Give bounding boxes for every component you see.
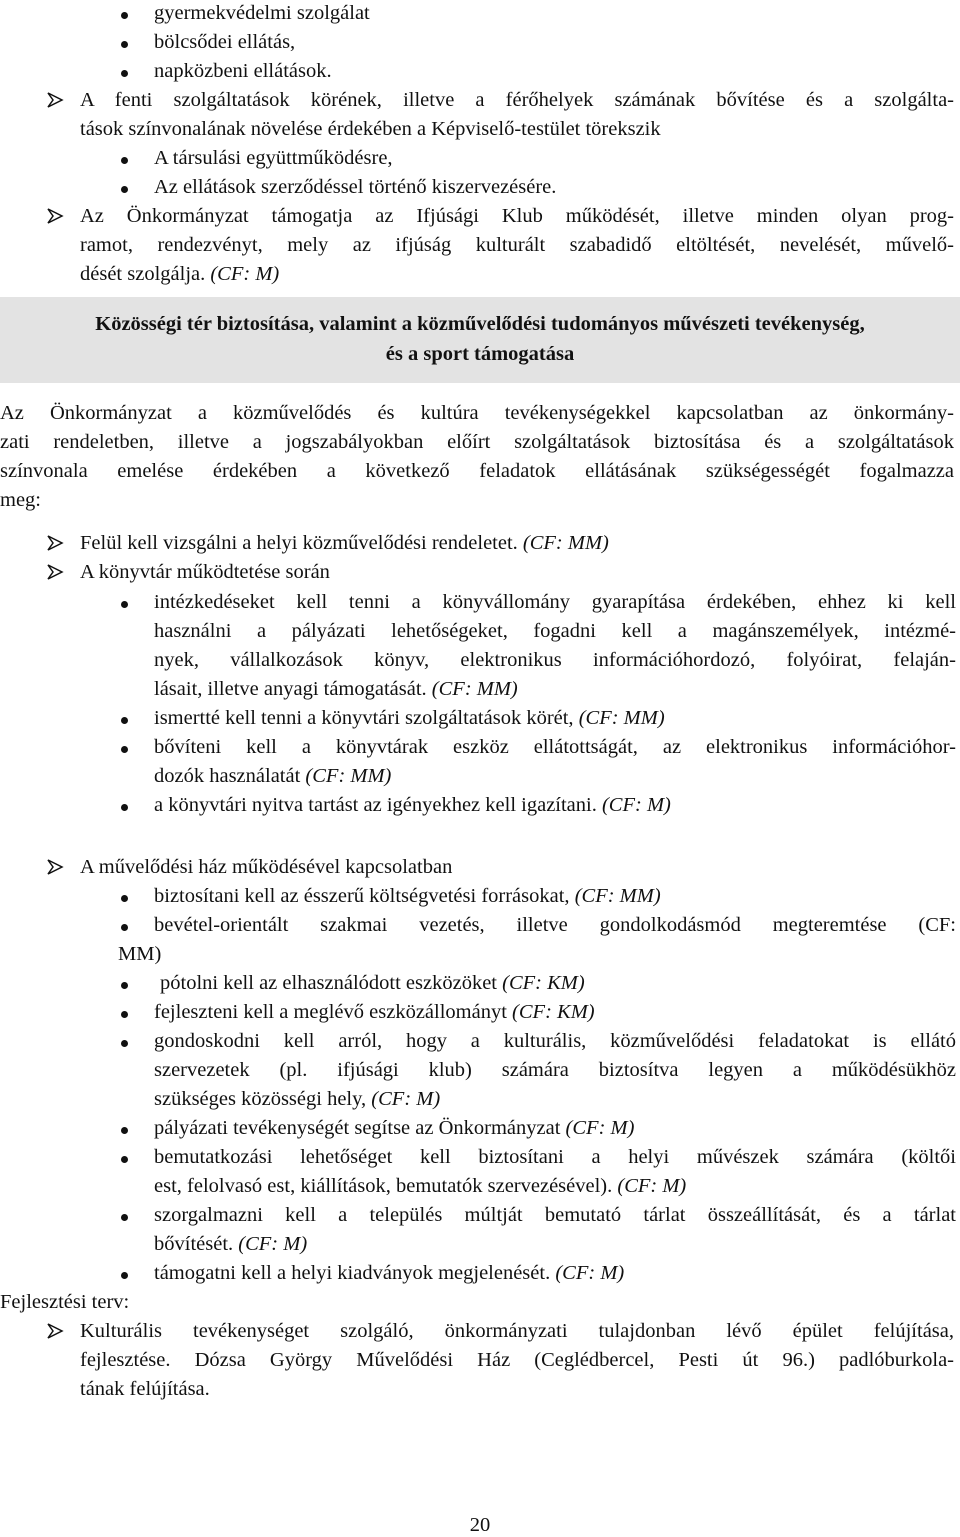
text: ismertté kell tenni a könyvtári szolgáltatások körét, <box>154 707 574 729</box>
list-item: bővíteni kell a könyvtárak eszköz ellátottságát, az elektronikus információhor- <box>154 736 956 758</box>
bullet-icon <box>121 41 128 48</box>
cf-tag: (CF: M) <box>617 1175 687 1197</box>
paragraph-line: Az Önkormányzat támogatja az Ifjúsági Klub működését, illetve minden olyan prog- <box>80 205 954 227</box>
cf-tag: (CF: MM) <box>578 707 665 729</box>
text: a könyvtári nyitva tartást az igényekhez kell igazítani. <box>154 794 597 816</box>
arrow-bullet-icon <box>46 534 64 552</box>
bullet-icon <box>121 804 128 811</box>
paragraph-line: tának felújítása. <box>80 1378 210 1400</box>
text: szükséges közösségi hely, <box>154 1088 367 1110</box>
text: biztosítani kell az ésszerű költségvetési forrásokat, <box>154 885 570 907</box>
bullet-icon <box>121 1040 128 1047</box>
paragraph-line: meg: <box>0 489 41 511</box>
list-item <box>154 1173 686 1199</box>
list-item: szervezetek (pl. ifjúsági klub) számára biztosítva legyen a működésükhöz <box>154 1059 956 1081</box>
bullet-icon <box>121 1156 128 1163</box>
bullet-icon <box>121 1272 128 1279</box>
text: dozók használatát <box>154 765 301 787</box>
paragraph-line: színvonala emelése érdekében a következő feladatok ellátásának szükségességét fogalmazza <box>0 460 954 482</box>
section-heading: Közösségi tér biztosítása, valamint a közművelődési tudományos művészeti tevékenység, <box>95 313 865 335</box>
bullet-icon <box>121 601 128 608</box>
plan-title: Fejlesztési terv: <box>0 1291 130 1313</box>
list-item <box>154 1115 634 1141</box>
section-heading: és a sport támogatása <box>385 343 575 365</box>
list-item <box>154 1231 307 1257</box>
list-item <box>160 970 585 996</box>
list-item: gondoskodni kell arról, hogy a kulturális, közművelődési feladatokat is ellátó <box>154 1030 956 1052</box>
paragraph-line <box>80 261 279 287</box>
paragraph-line: Az Önkormányzat a közművelődés és kultúra tevékenységekkel kapcsolatban az önkormány- <box>0 402 954 424</box>
paragraph-line: A fenti szolgáltatások körének, illetve a férőhelyek számának bővítése és a szolgálta- <box>80 89 954 111</box>
list-item: A könyvtár működtetése során <box>80 561 330 583</box>
cf-tag: (CF: MM) <box>305 765 392 787</box>
bullet-icon <box>121 157 128 164</box>
cf-tag: (CF: M) <box>238 1233 308 1255</box>
text: est, felolvasó est, kiállítások, bemutatók szervezésével). <box>154 1175 613 1197</box>
cf-tag: (CF: M) <box>565 1117 635 1139</box>
bullet-icon <box>121 1127 128 1134</box>
bullet-icon <box>121 1214 128 1221</box>
text: lásait, illetve anyagi támogatását. <box>154 678 427 700</box>
bullet-icon <box>121 895 128 902</box>
arrow-bullet-icon <box>46 91 64 109</box>
list-item: használni a pályázati lehetőségeket, fogadni kell a magánszemélyek, intézmé- <box>154 620 956 642</box>
paragraph-line: Kulturális tevékenységet szolgáló, önkormányzati tulajdonban lévő épület felújítása, <box>80 1320 954 1342</box>
bullet-icon <box>121 1011 128 1018</box>
paragraph-line: tások színvonalának növelése érdekében a Képviselő-testület törekszik <box>80 118 661 140</box>
bullet-icon <box>121 186 128 193</box>
list-item: Az ellátások szerződéssel történő kiszervezésére. <box>154 176 557 198</box>
text: pályázati tevékenységét segítse az Önkormányzat <box>154 1117 561 1139</box>
list-item: MM) <box>118 943 162 965</box>
bullet-icon <box>121 746 128 753</box>
text: fejleszteni kell a meglévő eszközállományt <box>154 1001 507 1023</box>
section-heading-box <box>0 297 960 383</box>
list-item: gyermekvédelmi szolgálat <box>154 2 370 24</box>
list-item: intézkedéseket kell tenni a könyvállomány gyarapítása érdekében, ehhez ki kell <box>154 591 956 613</box>
list-item: bevétel-orientált szakmai vezetés, illetve gondolkodásmód megteremtése (CF: <box>154 914 956 936</box>
text: dését szolgálja. <box>80 263 206 285</box>
cf-tag: (CF: MM) <box>574 885 661 907</box>
text: Felül kell vizsgálni a helyi közművelődési rendeletet. <box>80 532 518 554</box>
paragraph-line: ramot, rendezvényt, mely az ifjúság kulturált szabadidő eltöltését, nevelését, művelő- <box>80 234 954 256</box>
list-item <box>80 530 609 556</box>
list-item <box>154 705 665 731</box>
list-item <box>154 1086 440 1112</box>
cf-tag: (CF: M) <box>371 1088 441 1110</box>
cf-tag: (CF: KM) <box>512 1001 595 1023</box>
list-item: A művelődési ház működésével kapcsolatban <box>80 856 453 878</box>
bullet-icon <box>121 982 128 989</box>
list-item: nyek, vállalkozások könyv, elektronikus információhordozó, folyóirat, felaján- <box>154 649 956 671</box>
list-item: napközbeni ellátások. <box>154 60 332 82</box>
cf-tag: (CF: M) <box>601 794 671 816</box>
cf-tag: (CF: KM) <box>502 972 585 994</box>
bullet-icon <box>121 924 128 931</box>
list-item: bemutatkozási lehetőséget kell biztosítani a helyi művészek számára (költői <box>154 1146 956 1168</box>
bullet-icon <box>121 12 128 19</box>
text: pótolni kell az elhasználódott eszközöket <box>160 972 497 994</box>
list-item <box>154 763 391 789</box>
text: támogatni kell a helyi kiadványok megjelenését. <box>154 1262 551 1284</box>
list-item: bölcsődei ellátás, <box>154 31 296 53</box>
list-item: A társulási együttműködésre, <box>154 147 393 169</box>
arrow-bullet-icon <box>46 858 64 876</box>
list-item <box>154 676 518 702</box>
arrow-bullet-icon <box>46 207 64 225</box>
cf-tag: (CF: M) <box>210 263 280 285</box>
bullet-icon <box>121 717 128 724</box>
paragraph-line: zati rendeletben, illetve a jogszabályokban előírt szolgáltatások biztosítása és a szolgáltatások <box>0 431 954 453</box>
paragraph-line: fejlesztése. Dózsa György Művelődési Ház (Ceglédbercel, Pesti út 96.) padlóburkola- <box>80 1349 954 1371</box>
text: bővítését. <box>154 1233 234 1255</box>
cf-tag: (CF: MM) <box>522 532 609 554</box>
list-item <box>154 792 671 818</box>
cf-tag: (CF: M) <box>555 1262 625 1284</box>
list-item <box>154 883 661 909</box>
arrow-bullet-icon <box>46 563 64 581</box>
bullet-icon <box>121 70 128 77</box>
list-item: szorgalmazni kell a település múltját bemutató tárlat összeállítását, és a tárlat <box>154 1204 956 1226</box>
cf-tag: (CF: MM) <box>431 678 518 700</box>
arrow-bullet-icon <box>46 1322 64 1340</box>
page-number: 20 <box>469 1514 491 1536</box>
list-item <box>154 999 595 1025</box>
list-item <box>154 1260 624 1286</box>
